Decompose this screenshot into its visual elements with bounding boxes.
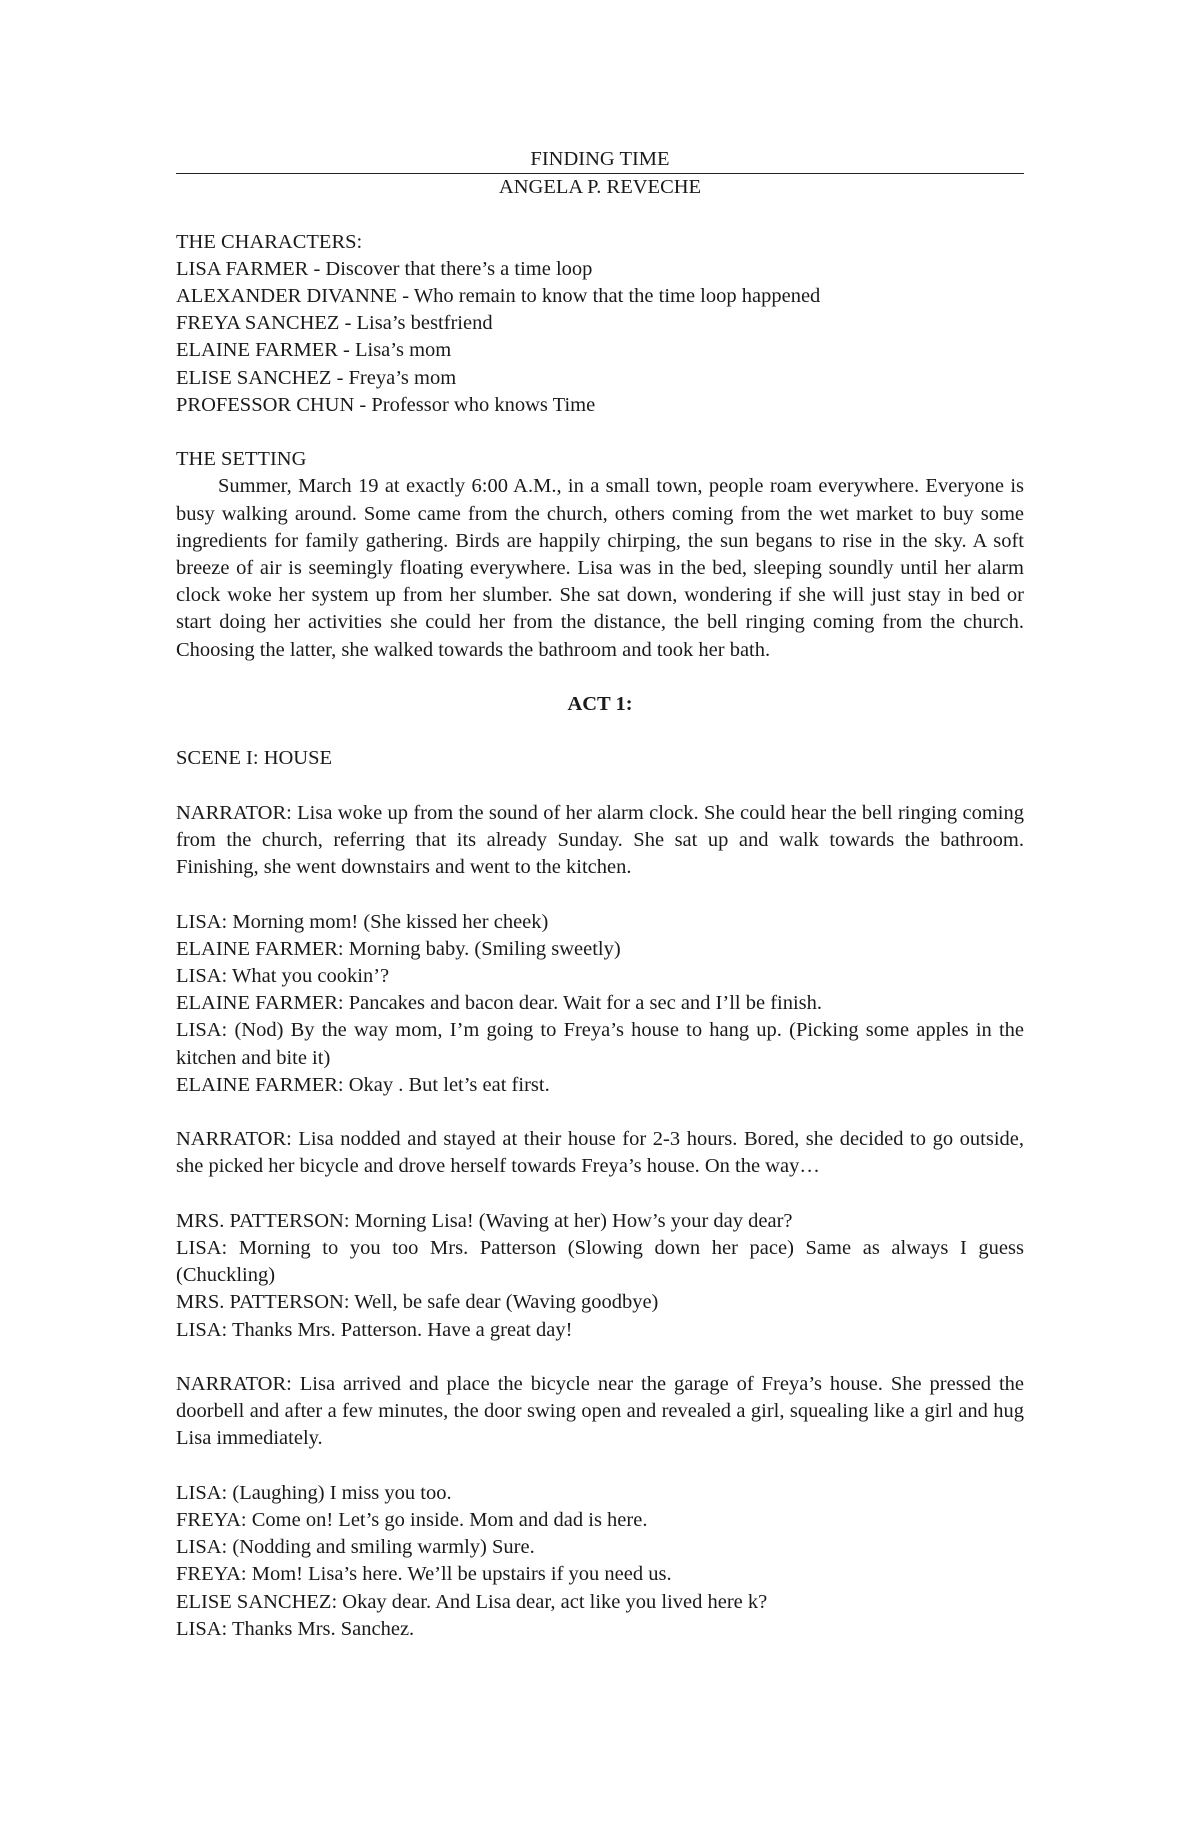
characters-heading: THE CHARACTERS: — [176, 230, 363, 253]
setting-heading: THE SETTING — [176, 448, 307, 471]
character-entry: ALEXANDER DIVANNE - Who remain to know that the time loop happened — [176, 285, 821, 307]
dialogue-line: ELAINE FARMER: Okay . But let’s eat first. — [176, 1073, 550, 1096]
dialogue-line: LISA: Thanks Mrs. Patterson. Have a great day! — [176, 1318, 573, 1341]
spacer — [176, 419, 1024, 446]
scene-heading: SCENE I: HOUSE — [176, 747, 333, 770]
dialogue-line: MRS. PATTERSON: Morning Lisa! (Waving at her) How’s your day dear? — [176, 1209, 793, 1232]
character-entry: ELISE SANCHEZ - Freya’s mom — [176, 366, 457, 389]
setting-paragraph: Summer, March 19 at exactly 6:00 A.M., in a small town, people roam everywhere. Everyone is busy walking around. Some came from the church, others coming from the wet market to buy some ingredients for family gathering. Birds are happily chirping, the sun begans to rise in the sky. A soft breeze of air is seemingly floating everywhere. Lisa was in the bed, sleeping soundly until her alarm clock woke her system up from her slumber. She sat down, wondering if she will just stay in bed or start doing her activities she could her from the distance, the bell ringing coming from the church. Choosing the latter, she walked towards the bathroom and took her bath. — [176, 475, 1024, 661]
dialogue-line: ELAINE FARMER: Pancakes and bacon dear. Wait for a sec and I’ll be finish. — [176, 992, 823, 1015]
spacer — [176, 773, 1024, 800]
play-title: FINDING TIME — [176, 146, 1024, 174]
dialogue-line: FREYA: Mom! Lisa’s here. We’ll be upstairs if you need us. — [176, 1563, 672, 1586]
dialogue-line: FREYA: Come on! Let’s go inside. Mom and dad is here. — [176, 1509, 648, 1531]
character-entry: FREYA SANCHEZ - Lisa’s bestfriend — [176, 312, 493, 335]
spacer — [176, 201, 1024, 228]
character-entry: ELAINE FARMER - Lisa’s mom — [176, 339, 452, 362]
dialogue-line: LISA: (Laughing) I miss you too. — [176, 1481, 452, 1504]
spacer — [176, 1344, 1024, 1371]
dialogue-line: LISA: (Nod) By the way mom, I’m going to Freya’s house to hang up. (Picking some apples in the kitchen and bite it) — [176, 1019, 1024, 1069]
spacer — [176, 664, 1024, 691]
dialogue-line: LISA: Morning mom! (She kissed her cheek) — [176, 910, 549, 933]
dialogue-line: LISA: (Nodding and smiling warmly) Sure. — [176, 1536, 535, 1559]
narrator-line: NARRATOR: Lisa woke up from the sound of her alarm clock. She could hear the bell ringing coming from the church, referring that its already Sunday. She sat up and walk towards the bathroom. Finishing, she went downstairs and went to the kitchen. — [176, 801, 1024, 879]
narrator-line: NARRATOR: Lisa arrived and place the bicycle near the garage of Freya’s house. She pressed the doorbell and after a few minutes, the door swing open and revealed a girl, squealing like a girl and hug Lisa immediately. — [176, 1373, 1024, 1450]
act-heading: ACT 1: — [567, 693, 633, 716]
dialogue-line: LISA: Thanks Mrs. Sanchez. — [176, 1617, 415, 1640]
narrator-line: NARRATOR: Lisa nodded and stayed at their house for 2-3 hours. Bored, she decided to go outside, she picked her bicycle and drove herself towards Freya’s house. On the way… — [176, 1128, 1024, 1178]
dialogue-line: LISA: Morning to you too Mrs. Patterson (Slowing down her pace) Same as always I guess (Chuckling) — [176, 1237, 1024, 1287]
spacer — [176, 718, 1024, 745]
character-entry: LISA FARMER - Discover that there’s a time loop — [176, 257, 593, 280]
dialogue-line: MRS. PATTERSON: Well, be safe dear (Waving goodbye) — [176, 1291, 659, 1314]
spacer — [176, 1099, 1024, 1126]
dialogue-line: ELAINE FARMER: Morning baby. (Smiling sweetly) — [176, 937, 621, 960]
spacer — [176, 881, 1024, 908]
play-author: ANGELA P. REVECHE — [498, 176, 702, 199]
dialogue-line: LISA: What you cookin’? — [176, 965, 390, 987]
dialogue-line: ELISE SANCHEZ: Okay dear. And Lisa dear, act like you lived here k? — [176, 1590, 768, 1613]
spacer — [176, 1453, 1024, 1480]
character-entry: PROFESSOR CHUN - Professor who knows Time — [176, 393, 596, 416]
document-page — [176, 146, 1024, 1643]
spacer — [176, 1181, 1024, 1208]
